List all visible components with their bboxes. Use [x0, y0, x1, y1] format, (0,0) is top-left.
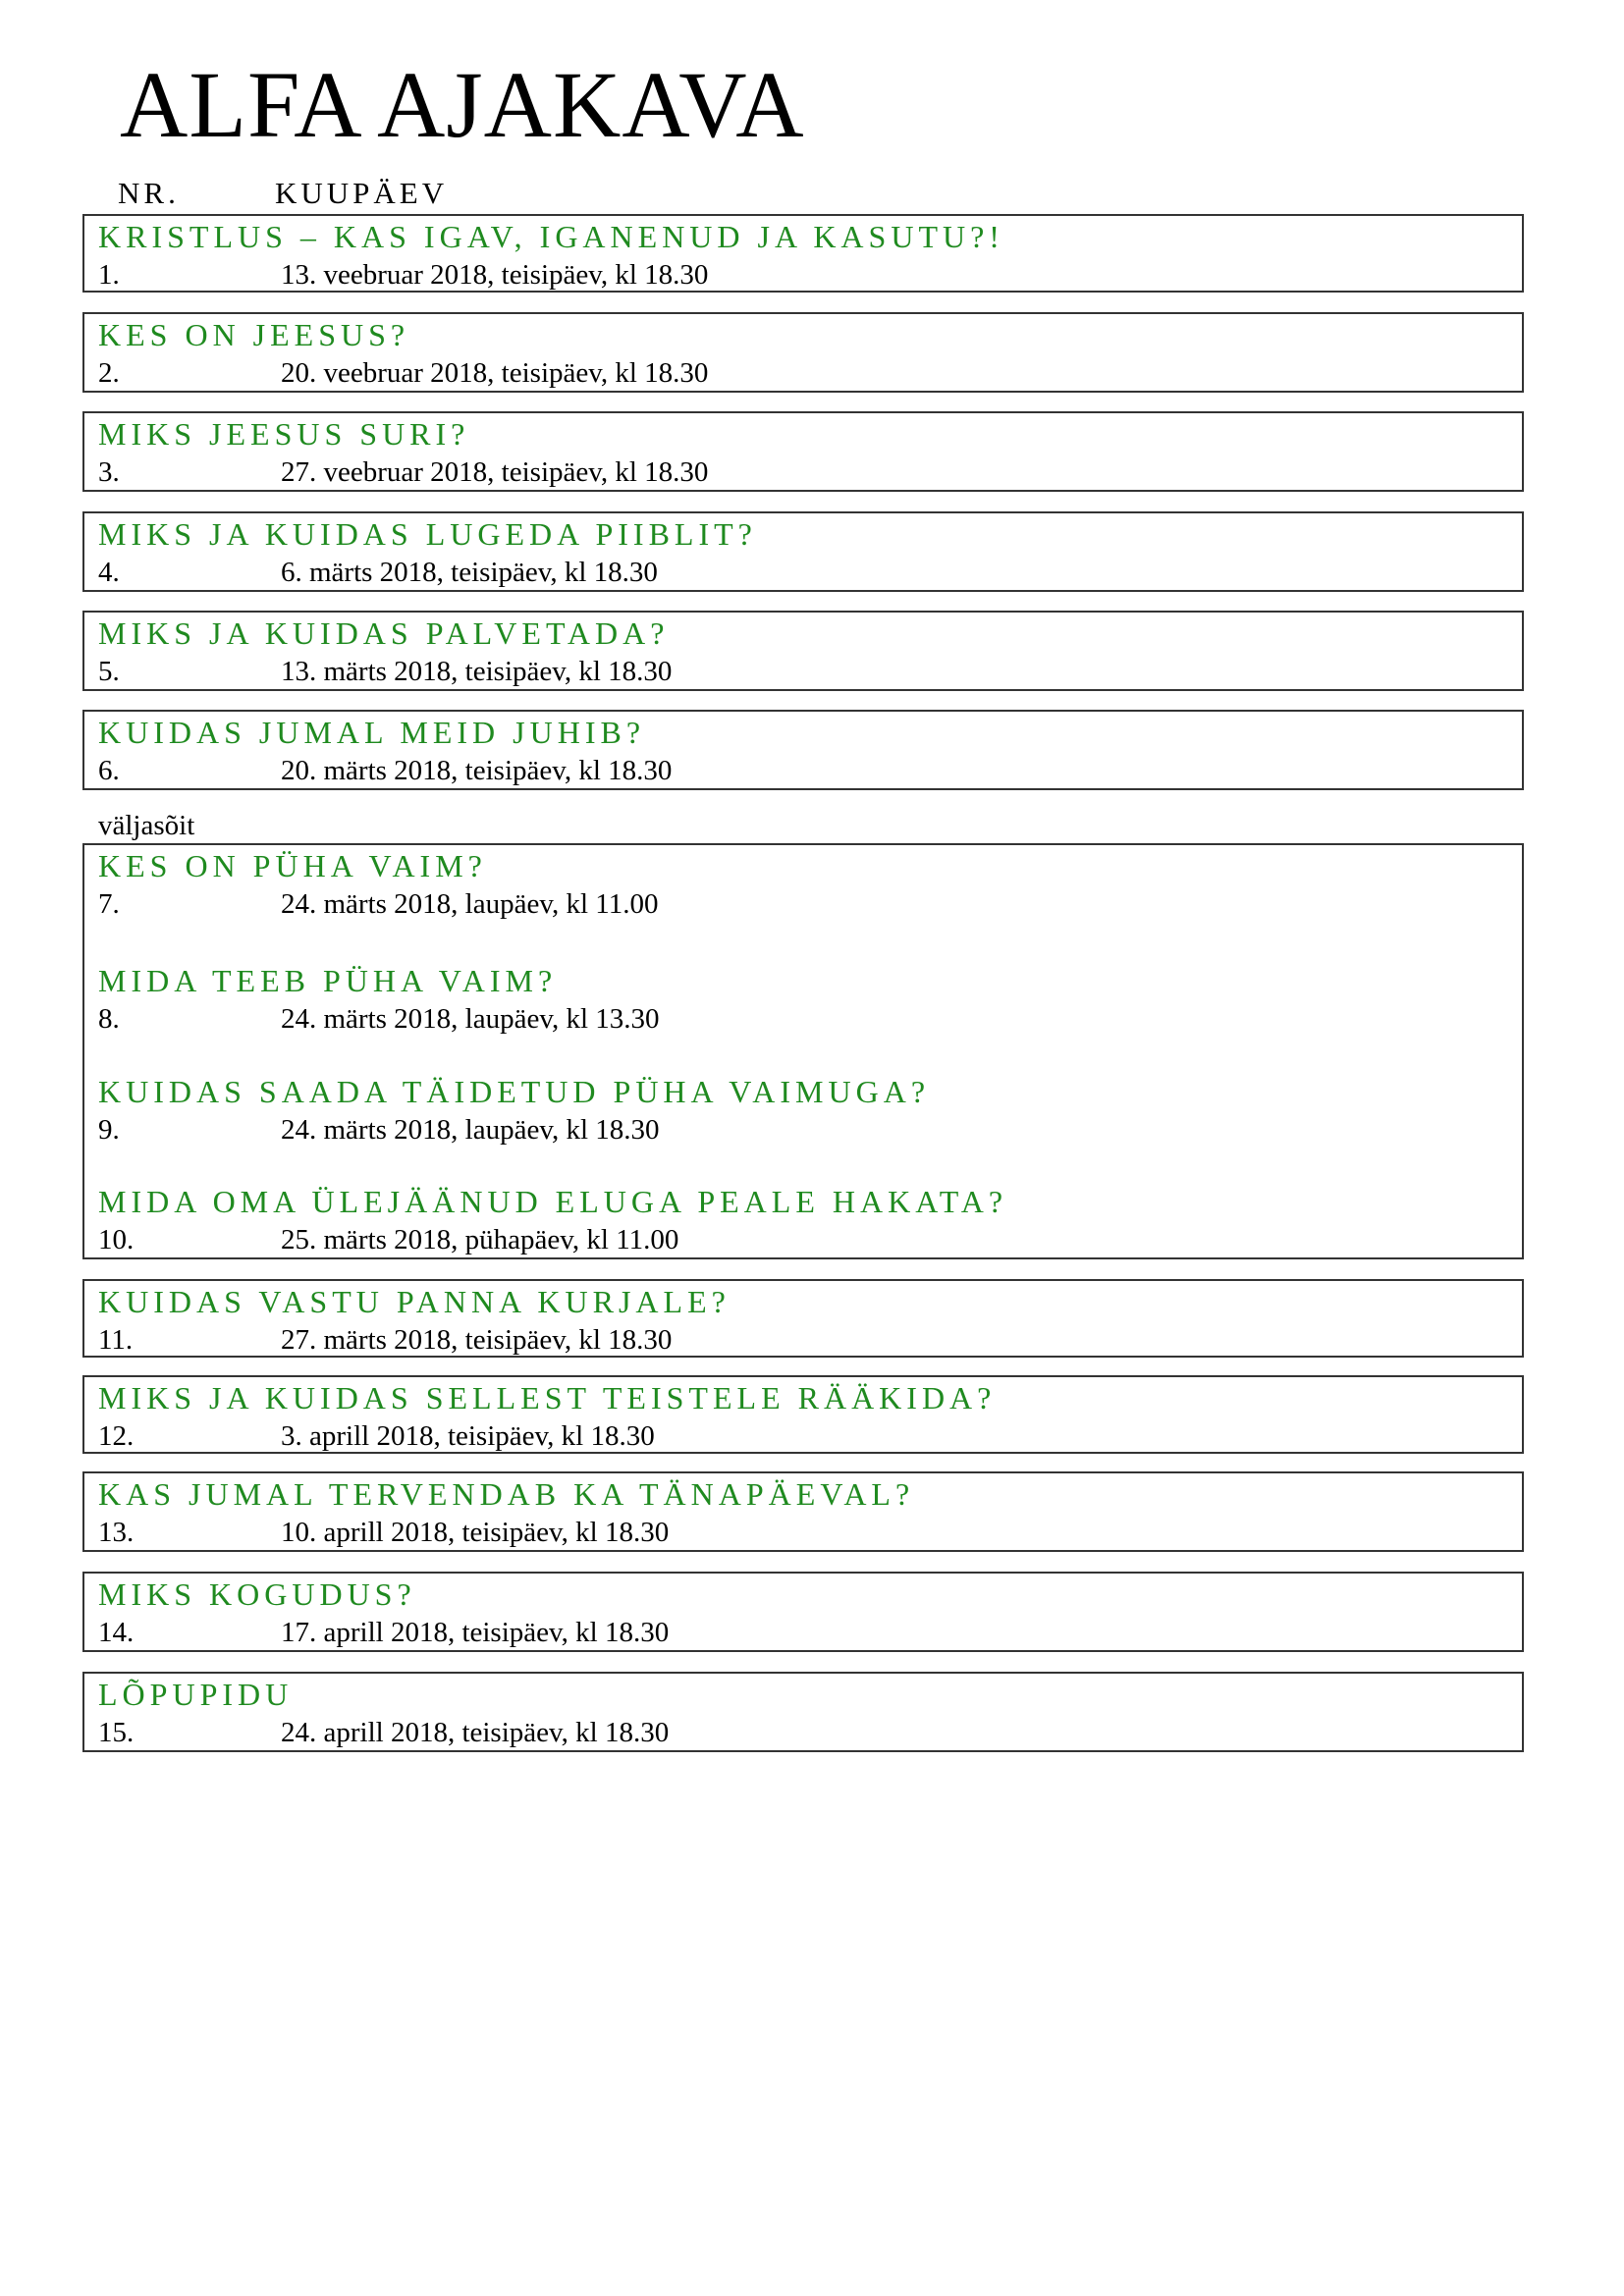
session-title: MIKS KOGUDUS? — [98, 1576, 416, 1612]
session-title: KUIDAS SAADA TÄIDETUD PÜHA VAIMUGA? — [98, 1074, 931, 1109]
session-date: 6. märts 2018, teisipäev, kl 18.30 — [281, 557, 658, 588]
session-date: 3. aprill 2018, teisipäev, kl 18.30 — [281, 1420, 655, 1452]
session-title: KRISTLUS – KAS IGAV, IGANENUD JA KASUTU?! — [98, 219, 1004, 254]
session-entry — [98, 1073, 1508, 1153]
session-entry — [98, 218, 1508, 298]
session-date: 17. aprill 2018, teisipäev, kl 18.30 — [281, 1617, 670, 1648]
session-entry — [98, 962, 1508, 1042]
session-number: 11. — [98, 1324, 134, 1356]
session-box-14 — [82, 1572, 1524, 1652]
session-date: 24. märts 2018, laupäev, kl 13.30 — [281, 1003, 660, 1035]
session-title: KUIDAS VASTU PANNA KURJALE? — [98, 1284, 731, 1319]
session-number: 6. — [98, 755, 120, 786]
session-number: 15. — [98, 1717, 135, 1748]
session-entry — [98, 1475, 1508, 1556]
session-entry — [98, 316, 1508, 397]
session-title: KES ON JEESUS? — [98, 317, 410, 352]
session-number: 10. — [98, 1224, 135, 1255]
session-box-12 — [82, 1375, 1524, 1454]
session-box-15 — [82, 1672, 1524, 1752]
session-entry — [98, 1379, 1508, 1460]
outing-label: väljasõit — [98, 810, 195, 841]
session-number: 14. — [98, 1617, 135, 1648]
session-entry — [98, 1676, 1508, 1756]
session-title: MIKS JEESUS SURI? — [98, 416, 470, 452]
session-title: LÕPUPIDU — [98, 1677, 294, 1712]
session-number: 7. — [98, 888, 120, 920]
session-box-2 — [82, 312, 1524, 393]
session-title: MIDA OMA ÜLEJÄÄNUD ELUGA PEALE HAKATA? — [98, 1184, 1008, 1219]
session-date: 20. märts 2018, teisipäev, kl 18.30 — [281, 755, 673, 786]
session-date: 24. märts 2018, laupäev, kl 18.30 — [281, 1114, 660, 1146]
session-date: 25. märts 2018, pühapäev, kl 11.00 — [281, 1224, 679, 1255]
session-date: 13. märts 2018, teisipäev, kl 18.30 — [281, 656, 673, 687]
session-number: 5. — [98, 656, 120, 687]
session-title: MIKS JA KUIDAS SELLEST TEISTELE RÄÄKIDA? — [98, 1380, 997, 1415]
session-date: 27. märts 2018, teisipäev, kl 18.30 — [281, 1324, 673, 1356]
session-entry — [98, 614, 1508, 695]
session-box-1 — [82, 214, 1524, 293]
session-date: 24. märts 2018, laupäev, kl 11.00 — [281, 888, 659, 920]
page-title: ALFA AJAKAVA — [120, 52, 805, 157]
session-entry — [98, 1183, 1508, 1263]
session-number: 8. — [98, 1003, 120, 1035]
session-title: KES ON PÜHA VAIM? — [98, 848, 487, 883]
session-number: 12. — [98, 1420, 135, 1452]
session-entry — [98, 415, 1508, 496]
session-title: MIKS JA KUIDAS PALVETADA? — [98, 615, 670, 651]
session-entry — [98, 515, 1508, 596]
session-entry — [98, 847, 1508, 928]
session-box-11 — [82, 1279, 1524, 1358]
session-box-4 — [82, 511, 1524, 592]
session-entry — [98, 1283, 1508, 1363]
session-date: 10. aprill 2018, teisipäev, kl 18.30 — [281, 1517, 670, 1548]
session-date: 13. veebruar 2018, teisipäev, kl 18.30 — [281, 259, 709, 291]
session-box-outing — [82, 843, 1524, 1259]
session-entry — [98, 714, 1508, 794]
session-date: 24. aprill 2018, teisipäev, kl 18.30 — [281, 1717, 670, 1748]
session-title: KAS JUMAL TERVENDAB KA TÄNAPÄEVAL? — [98, 1476, 915, 1512]
session-number: 13. — [98, 1517, 135, 1548]
session-box-6 — [82, 710, 1524, 790]
session-number: 1. — [98, 259, 120, 291]
session-title: KUIDAS JUMAL MEID JUHIB? — [98, 715, 646, 750]
session-number: 9. — [98, 1114, 120, 1146]
session-entry — [98, 1575, 1508, 1656]
session-box-5 — [82, 611, 1524, 691]
session-box-3 — [82, 411, 1524, 492]
session-date: 27. veebruar 2018, teisipäev, kl 18.30 — [281, 456, 709, 488]
session-number: 3. — [98, 456, 120, 488]
column-header-date: KUUPÄEV — [275, 176, 449, 210]
session-title: MIKS JA KUIDAS LUGEDA PIIBLIT? — [98, 516, 757, 552]
session-number: 2. — [98, 357, 120, 389]
session-date: 20. veebruar 2018, teisipäev, kl 18.30 — [281, 357, 709, 389]
session-title: MIDA TEEB PÜHA VAIM? — [98, 963, 558, 998]
column-header-nr: NR. — [118, 176, 180, 210]
session-box-13 — [82, 1471, 1524, 1552]
session-number: 4. — [98, 557, 120, 588]
